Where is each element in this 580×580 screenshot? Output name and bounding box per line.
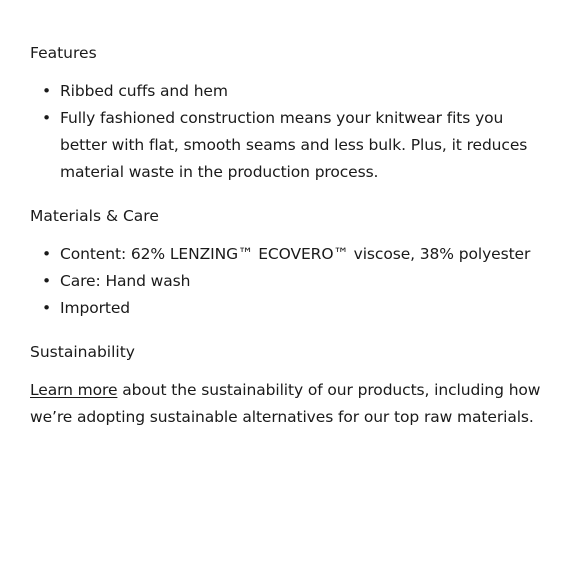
materials-care-section (30, 203, 550, 322)
materials-care-heading: Materials & Care (30, 207, 159, 225)
sustainability-body-text: about the sustainability of our products, including how we’re adopting sustainable alternatives for our top raw materials. (30, 381, 541, 426)
sustainability-section (30, 339, 550, 431)
sustainability-paragraph (30, 377, 550, 431)
materials-item-content: • Content: 62% LENZING™ ECOVERO™ viscose, 38% polyester (30, 241, 550, 268)
features-heading: Features (30, 44, 97, 62)
learn-more-link[interactable]: Learn more (30, 381, 118, 399)
materials-item-imported: • Imported (30, 295, 550, 322)
materials-care-list (30, 241, 550, 322)
materials-item-care: • Care: Hand wash (30, 268, 550, 295)
product-details-panel (30, 40, 550, 431)
features-list (30, 78, 550, 186)
feature-item-construction: • Fully fashioned construction means your knitwear fits you better with flat, smooth seams and less bulk. Plus, it reduces material waste in the production process. (30, 105, 550, 186)
features-section (30, 40, 550, 186)
sustainability-heading: Sustainability (30, 343, 135, 361)
feature-item-ribbed: • Ribbed cuffs and hem (30, 78, 550, 105)
